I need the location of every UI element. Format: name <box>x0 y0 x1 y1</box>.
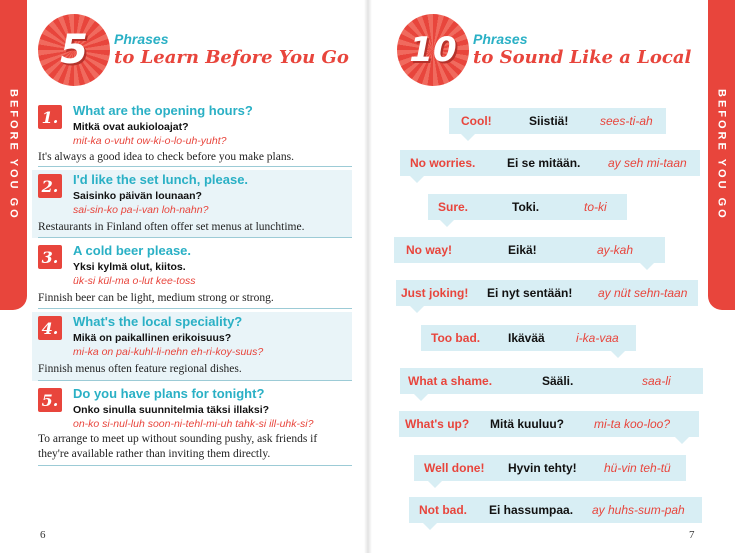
section-tab-left <box>0 0 27 310</box>
bubble-pronunciation: ay-kah <box>597 243 634 257</box>
phrase-finnish: Yksi kylmä olut, kiitos. <box>73 261 186 273</box>
bubble-finnish: Toki. <box>512 200 540 214</box>
bubble-pronunciation: saa-li <box>642 374 671 388</box>
bubble-english: Not bad. <box>419 503 467 517</box>
bubble-tail <box>440 220 454 227</box>
phrase-english: A cold beer please. <box>73 243 192 258</box>
section-tab-label: BEFORE YOU GO <box>7 89 20 221</box>
section-tab-right <box>708 0 735 310</box>
phrase-bubble <box>421 325 636 351</box>
phrase-note: To arrange to meet up without sounding pushy, ask friends if they're available rather than inviting them directly. <box>38 433 318 460</box>
phrase-english: What are the opening hours? <box>73 103 253 118</box>
divider <box>38 380 352 381</box>
phrase-bubble <box>414 455 686 481</box>
bubble-english: What's up? <box>405 417 470 431</box>
bubble-pronunciation: sees-ti-ah <box>600 114 653 128</box>
phrase-pronunciation: mi-ka on pai-kuhl-li-nehn eh-ri-koy-suus? <box>73 346 264 358</box>
phrase-note: Finnish beer can be light, medium strong or strong. <box>38 292 274 304</box>
badge-number: 5 <box>60 27 88 73</box>
divider <box>38 308 352 309</box>
phrase-bubble <box>400 150 700 176</box>
header-title-left: to Learn Before You Go <box>114 47 349 68</box>
phrase-item <box>32 312 352 381</box>
phrase-bubble <box>400 368 703 394</box>
number-badge-left <box>38 14 110 86</box>
bubble-finnish: Siistiä! <box>529 114 569 128</box>
divider <box>38 237 352 238</box>
bubble-pronunciation: mi-ta koo-loo? <box>594 417 671 431</box>
bubble-tail <box>423 523 437 530</box>
phrase-note: Restaurants in Finland often offer set menus at lunchtime. <box>38 221 305 233</box>
bubble-tail <box>461 134 475 141</box>
phrase-note: It's always a good idea to check before you make plans. <box>38 151 294 163</box>
phrase-bubble <box>394 237 665 263</box>
bubble-tail <box>675 437 689 444</box>
bubble-english: Sure. <box>438 200 469 214</box>
phrase-number: 2. <box>38 174 62 198</box>
bubble-finnish: Sääli. <box>542 374 574 388</box>
phrase-number: 3. <box>38 245 62 269</box>
bubble-english: What a shame. <box>408 374 493 388</box>
bubble-finnish: Ei se mitään. <box>507 156 581 170</box>
phrase-finnish: Mitkä ovat aukioloajat? <box>73 121 189 133</box>
bubble-finnish: Ei nyt sentään! <box>487 286 573 300</box>
phrase-number: 5. <box>38 388 62 412</box>
bubble-pronunciation: i-ka-vaa <box>576 331 619 345</box>
phrase-english: Do you have plans for tonight? <box>73 386 265 401</box>
bubble-english: Just joking! <box>401 286 469 300</box>
section-tab-label: BEFORE YOU GO <box>715 89 728 221</box>
phrase-note: Finnish menus often feature regional dishes. <box>38 363 242 375</box>
bubble-pronunciation: ay nüt sehn-taan <box>598 286 688 300</box>
bubble-tail <box>611 351 625 358</box>
page-number-left: 6 <box>40 529 46 541</box>
bubble-pronunciation: hü-vin teh-tü <box>604 461 671 475</box>
phrase-pronunciation: sai-sin-ko pa-i-van loh-nahn? <box>73 204 209 216</box>
phrase-item <box>32 241 352 309</box>
bubble-english: Well done! <box>424 461 485 475</box>
bubble-finnish: Ei hassumpaa. <box>489 503 574 517</box>
phrase-pronunciation: ük-si kül-ma o-lut kee-toss <box>73 275 196 287</box>
divider <box>38 166 352 167</box>
phrase-finnish: Mikä on paikallinen erikoisuus? <box>73 332 232 344</box>
bubble-pronunciation: ay seh mi-taan <box>608 156 687 170</box>
phrase-number: 4. <box>38 316 62 340</box>
bubble-finnish: Mitä kuuluu? <box>490 417 564 431</box>
phrase-english: I'd like the set lunch, please. <box>73 172 249 187</box>
bubble-finnish: Eikä! <box>508 243 537 257</box>
header-kicker-left: Phrases <box>114 31 169 47</box>
phrase-item <box>32 170 352 238</box>
phrase-finnish: Onko sinulla suunnitelmia täksi illaksi? <box>73 404 270 416</box>
book-gutter <box>364 0 372 553</box>
bubble-tail <box>410 176 424 183</box>
phrase-bubble <box>428 194 627 220</box>
bubble-pronunciation: ay huhs-sum-pah <box>592 503 685 517</box>
phrase-bubble <box>449 108 666 134</box>
bubble-english: Cool! <box>461 114 492 128</box>
badge-number: 10 <box>409 30 457 70</box>
bubble-tail <box>640 263 654 270</box>
divider <box>38 465 352 466</box>
phrase-pronunciation: mit-ka o-vuht ow-ki-o-lo-uh-yuht? <box>73 135 227 147</box>
number-badge-right <box>397 14 469 86</box>
phrase-bubble <box>409 497 702 523</box>
bubble-tail <box>428 481 442 488</box>
bubble-english: No way! <box>406 243 453 257</box>
page-number-right: 7 <box>689 529 695 541</box>
phrase-pronunciation: on-ko si-nul-luh soon-ni-tehl-mi-uh tahk-si ill-uhk-si? <box>73 418 314 430</box>
bubble-pronunciation: to-ki <box>584 200 607 214</box>
phrase-item <box>32 101 352 167</box>
phrase-item <box>32 384 352 466</box>
header-kicker-right: Phrases <box>473 31 528 47</box>
bubble-finnish: Hyvin tehty! <box>508 461 577 475</box>
bubble-tail <box>414 394 428 401</box>
bubble-tail <box>410 306 424 313</box>
header-title-right: to Sound Like a Local <box>473 47 692 68</box>
phrase-finnish: Saisinko päivän lounaan? <box>73 190 202 202</box>
bubble-english: No worries. <box>410 156 476 170</box>
phrase-bubble <box>396 280 698 306</box>
bubble-finnish: Ikävää <box>508 331 545 345</box>
phrase-english: What's the local speciality? <box>73 314 243 329</box>
phrase-number: 1. <box>38 105 62 129</box>
bubble-english: Too bad. <box>431 331 481 345</box>
phrase-bubble <box>399 411 699 437</box>
